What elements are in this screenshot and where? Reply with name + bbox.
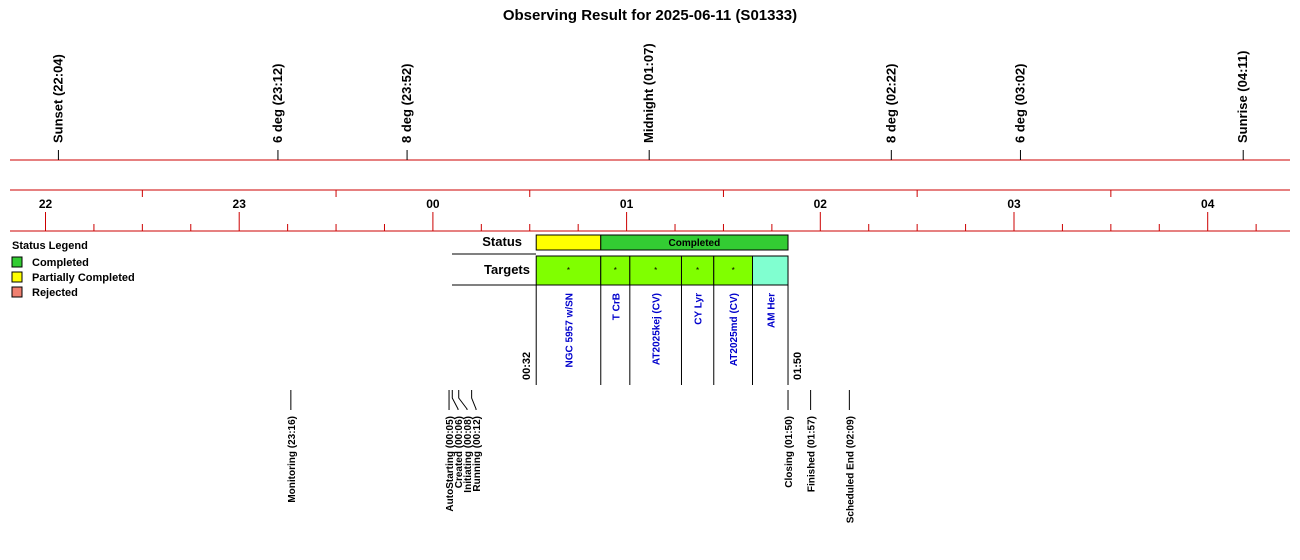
- target-name: CY Lyr: [693, 293, 705, 325]
- legend-swatch: [12, 272, 22, 282]
- event-label: Closing (01:50): [784, 416, 796, 488]
- event-tick: [472, 390, 476, 410]
- legend-item-label: Partially Completed: [32, 272, 135, 284]
- chart-title: Observing Result for 2025-06-11 (S01333): [502, 7, 798, 24]
- legend-title: Status Legend: [12, 240, 88, 252]
- target-name: T CrB: [611, 293, 623, 321]
- status-row-label: Status: [482, 234, 522, 249]
- block-start-label: 00:32: [521, 351, 534, 380]
- event-label: Initiating (00:08): [463, 416, 475, 493]
- legend-item-label: Rejected: [32, 287, 78, 299]
- event-label: Created (00:06): [454, 416, 466, 489]
- hour-tick-label: 01: [619, 197, 634, 211]
- twilight-events: [50, 43, 1250, 160]
- status-legend: [12, 240, 135, 299]
- twilight-label: Sunrise (04:11): [1235, 50, 1251, 143]
- status-bar-label: Completed: [668, 238, 721, 249]
- target-mark: *: [696, 266, 700, 275]
- target-name: AT2025kej (CV): [651, 293, 663, 366]
- event-label: AutoStarting (00:05): [445, 416, 457, 512]
- twilight-label: Midnight (01:07): [641, 43, 657, 143]
- hour-tick-label: 00: [426, 197, 440, 211]
- status-bar: [536, 235, 601, 250]
- legend-swatch: [12, 257, 22, 267]
- twilight-label: Sunset (22:04): [50, 54, 66, 143]
- status-bars: [536, 235, 788, 250]
- twilight-label: 6 deg (23:12): [269, 63, 285, 143]
- hour-tick-label: 22: [38, 197, 53, 211]
- target-blocks: [536, 256, 788, 385]
- legend-swatch: [12, 287, 22, 297]
- event-markers: [287, 390, 857, 523]
- target-mark: *: [566, 266, 571, 275]
- target-mark: *: [654, 266, 658, 275]
- twilight-label: 8 deg (02:22): [883, 63, 899, 143]
- event-label: Finished (01:57): [806, 416, 818, 493]
- target-name: NGC 5957 w/SN: [564, 293, 576, 368]
- event-label: Scheduled End (02:09): [845, 416, 857, 524]
- block-end-label: 01:50: [792, 351, 805, 380]
- hour-tick-label: 23: [232, 197, 246, 211]
- legend-item-label: Completed: [32, 257, 89, 269]
- hour-tick-label: 02: [813, 197, 827, 211]
- targets-row-label: Targets: [484, 262, 530, 277]
- hour-ticks: [39, 190, 1256, 231]
- hour-tick-label: 04: [1201, 197, 1215, 211]
- twilight-label: 8 deg (23:52): [399, 63, 415, 143]
- target-mark: *: [731, 266, 735, 275]
- target-mark: *: [613, 266, 617, 275]
- twilight-label: 6 deg (03:02): [1012, 63, 1028, 143]
- hour-tick-label: 03: [1007, 197, 1021, 211]
- target-name: AT2025md (CV): [729, 293, 741, 367]
- target-name: AM Her: [766, 293, 778, 329]
- target-block: [753, 256, 789, 285]
- event-tick: [459, 390, 467, 410]
- event-label: Monitoring (23:16): [286, 416, 298, 503]
- event-label: Running (00:12): [472, 416, 484, 492]
- event-tick: [452, 390, 458, 410]
